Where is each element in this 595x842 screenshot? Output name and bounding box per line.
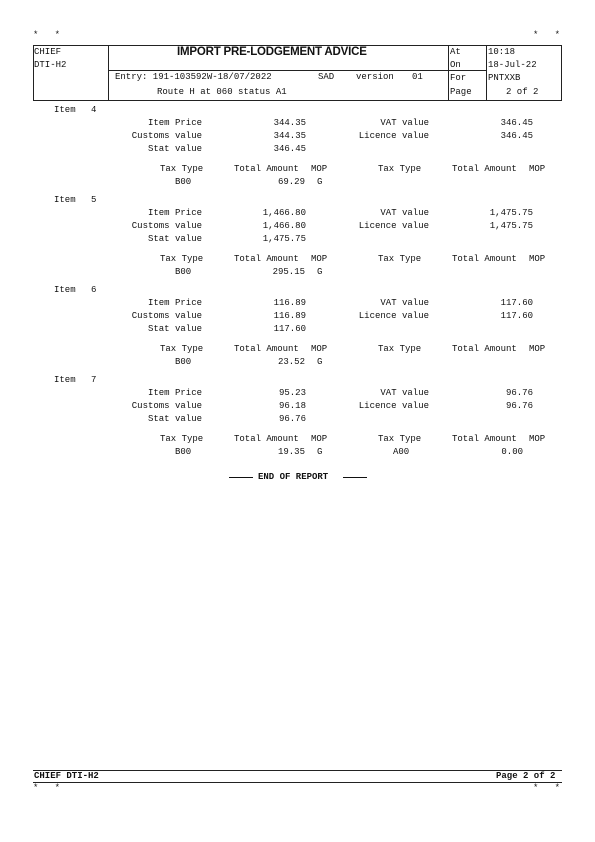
licence-value: 346.45 (500, 131, 533, 141)
header-divider (108, 46, 109, 100)
footer-page: Page 2 of 2 (496, 771, 556, 781)
vat-value: 117.60 (500, 298, 533, 308)
item-price-label: Item Price (147, 208, 202, 218)
corner-mark-top-right: * * (533, 30, 561, 40)
licence-value-label: Licence value (358, 401, 429, 411)
stat-value-label: Stat value (147, 324, 202, 334)
report-title: IMPORT PRE-LODGEMENT ADVICE (177, 46, 367, 58)
vat-value: 346.45 (500, 118, 533, 128)
customs-value: 1,466.80 (262, 221, 306, 231)
vat-value-label: VAT value (380, 388, 429, 398)
version-label: version (356, 72, 394, 82)
total-amount-header: Total Amount (452, 344, 517, 354)
tax-type-code: B00 (175, 267, 192, 277)
tax-type-code: B00 (175, 357, 192, 367)
customs-value-label: Customs value (131, 221, 202, 231)
tax-type-header: Tax Type (160, 254, 204, 264)
corner-mark-bottom-left: * * (33, 783, 61, 793)
tax-type-header: Tax Type (378, 254, 422, 264)
end-of-report: END OF REPORT (258, 472, 329, 482)
tax-type-header: Tax Type (378, 164, 422, 174)
mop-header: MOP (529, 164, 546, 174)
system-id: DTI-H2 (34, 60, 67, 70)
page-label: Page (450, 87, 472, 97)
sad-label: SAD (318, 72, 335, 82)
tax-amount: 23.52 (277, 357, 305, 367)
vat-value: 1,475.75 (489, 208, 533, 218)
total-amount-header: Total Amount (234, 344, 299, 354)
page-value: 2 of 2 (506, 87, 539, 97)
end-of-report-rule (229, 477, 253, 478)
customs-value-label: Customs value (131, 311, 202, 321)
for-label: For (450, 73, 467, 83)
tax-amount: 0.00 (501, 447, 523, 457)
item-number: 4 (91, 105, 97, 115)
customs-value-label: Customs value (131, 131, 202, 141)
item-label: Item (54, 195, 76, 205)
licence-value-label: Licence value (358, 131, 429, 141)
tax-type-code: B00 (175, 177, 192, 187)
version-value: 01 (412, 72, 423, 82)
on-label: On (450, 60, 461, 70)
mop-code: G (317, 447, 323, 457)
item-price-value: 95.23 (278, 388, 306, 398)
total-amount-header: Total Amount (452, 434, 517, 444)
footer-rule (33, 770, 562, 771)
item-number: 7 (91, 375, 97, 385)
stat-value: 117.60 (273, 324, 306, 334)
customs-value: 116.89 (273, 311, 306, 321)
mop-code: G (317, 177, 323, 187)
total-amount-header: Total Amount (452, 164, 517, 174)
stat-value: 346.45 (273, 144, 306, 154)
total-amount-header: Total Amount (452, 254, 517, 264)
vat-value-label: VAT value (380, 298, 429, 308)
header-divider (486, 46, 487, 100)
item-label: Item (54, 375, 76, 385)
mop-header: MOP (311, 164, 328, 174)
footer-system: CHIEF DTI-H2 (34, 771, 99, 781)
end-of-report-rule (343, 477, 367, 478)
customs-value: 96.18 (278, 401, 306, 411)
item-price-value: 116.89 (273, 298, 306, 308)
item-label: Item (54, 105, 76, 115)
mop-header: MOP (529, 434, 546, 444)
item-price-label: Item Price (147, 388, 202, 398)
mop-header: MOP (311, 254, 328, 264)
stat-value: 1,475.75 (262, 234, 306, 244)
mop-header: MOP (311, 434, 328, 444)
stat-value-label: Stat value (147, 234, 202, 244)
footer-rule (33, 782, 562, 783)
date-value: 18-Jul-22 (488, 60, 537, 70)
item-price-value: 1,466.80 (262, 208, 306, 218)
tax-type-code: A00 (393, 447, 410, 457)
corner-mark-bottom-right: * * (533, 783, 561, 793)
total-amount-header: Total Amount (234, 434, 299, 444)
mop-code: G (317, 357, 323, 367)
tax-amount: 69.29 (277, 177, 305, 187)
corner-mark-top-left: * * (33, 30, 61, 40)
stat-value: 96.76 (278, 414, 306, 424)
item-number: 5 (91, 195, 97, 205)
at-label: At (450, 47, 461, 57)
item-label: Item (54, 285, 76, 295)
customs-value: 344.35 (273, 131, 306, 141)
item-number: 6 (91, 285, 97, 295)
route-status: Route H at 060 status A1 (157, 87, 287, 97)
licence-value-label: Licence value (358, 221, 429, 231)
stat-value-label: Stat value (147, 144, 202, 154)
mop-header: MOP (529, 344, 546, 354)
entry-reference: Entry: 191-103592W-18/07/2022 (115, 72, 272, 82)
time-value: 10:18 (488, 47, 516, 57)
mop-code: G (317, 267, 323, 277)
tax-type-code: B00 (175, 447, 192, 457)
tax-amount: 295.15 (272, 267, 305, 277)
system-name: CHIEF (34, 47, 62, 57)
tax-type-header: Tax Type (160, 434, 204, 444)
tax-type-header: Tax Type (378, 434, 422, 444)
header-divider (448, 46, 449, 100)
item-price-label: Item Price (147, 118, 202, 128)
vat-value-label: VAT value (380, 208, 429, 218)
mop-header: MOP (529, 254, 546, 264)
licence-value: 117.60 (500, 311, 533, 321)
licence-value: 96.76 (505, 401, 533, 411)
tax-type-header: Tax Type (160, 164, 204, 174)
customs-value-label: Customs value (131, 401, 202, 411)
for-value: PNTXXB (488, 73, 521, 83)
licence-value: 1,475.75 (489, 221, 533, 231)
header-rule (108, 70, 486, 71)
vat-value: 96.76 (505, 388, 533, 398)
tax-amount: 19.35 (277, 447, 305, 457)
mop-header: MOP (311, 344, 328, 354)
tax-type-header: Tax Type (160, 344, 204, 354)
licence-value-label: Licence value (358, 311, 429, 321)
total-amount-header: Total Amount (234, 254, 299, 264)
tax-type-header: Tax Type (378, 344, 422, 354)
item-price-label: Item Price (147, 298, 202, 308)
item-price-value: 344.35 (273, 118, 306, 128)
total-amount-header: Total Amount (234, 164, 299, 174)
vat-value-label: VAT value (380, 118, 429, 128)
stat-value-label: Stat value (147, 414, 202, 424)
